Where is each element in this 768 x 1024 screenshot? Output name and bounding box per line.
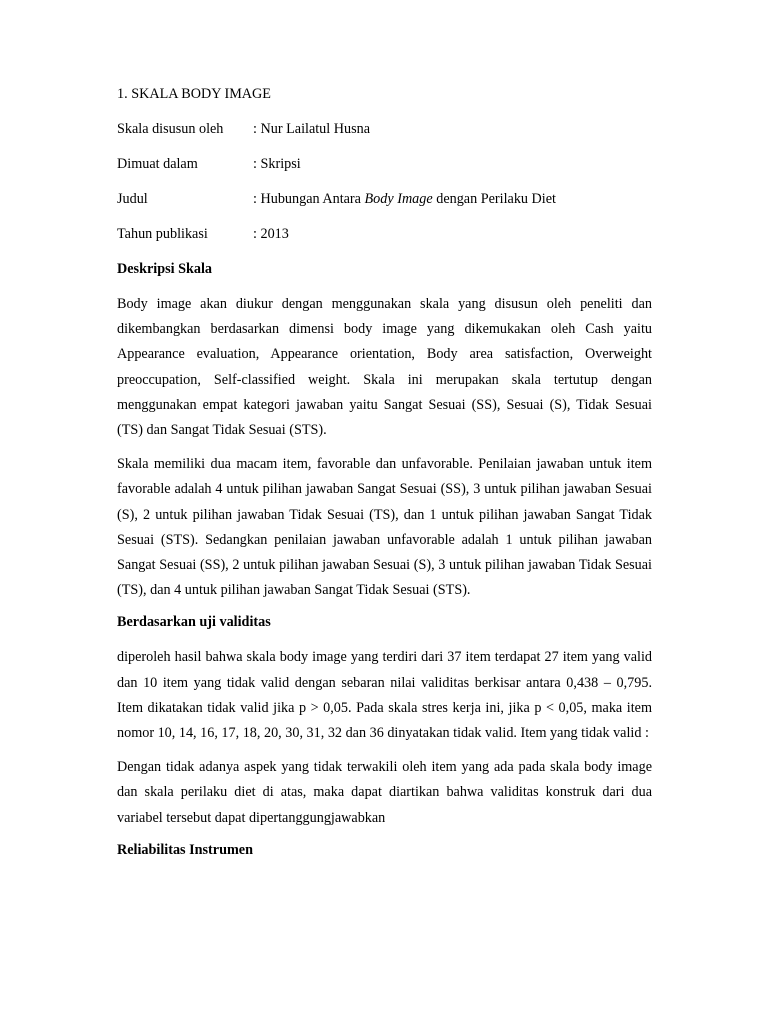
meta-value-year: : 2013 — [253, 226, 289, 242]
meta-row-year — [117, 224, 652, 244]
paragraph-validitas-1: diperoleh hasil bahwa skala body image yang terdiri dari 37 item terdapat 27 item yang valid dan 10 item yang tidak valid dengan sebaran nilai validitas berkisar antara 0,438 – 0,795. Item dikatakan tidak valid jika p > 0,05. Pada skala stres kerja ini, jika p < 0,05, maka item nomor 10, 14, 16, 17, 18, 20, 30, 31, 32 dan 36 dinyatakan tidak valid. Item yang tidak valid : — [117, 649, 652, 742]
meta-label-year: Tahun publikasi — [117, 226, 208, 242]
meta-value-author: : Nur Lailatul Husna — [253, 121, 371, 137]
meta-label-title: Judul — [117, 191, 148, 207]
meta-value-title-suffix: dengan Perilaku Diet — [432, 191, 556, 207]
paragraph-deskripsi-1: Body image akan diukur dengan menggunakan skala yang disusun oleh peneliti dan dikembangkan berdasarkan dimensi body image yang dikemukakan oleh Cash yaitu Appearance evaluation, Appearance orientation, Body area satisfaction, Overweight preoccupation, Self-classified weight. Skala ini merupakan skala tertutup dengan menggunakan empat kategori jawaban yaitu Sangat Sesuai (SS), Sesuai (S), Tidak Sesuai (TS) dan Sangat Tidak Sesuai (STS). — [117, 296, 652, 439]
section-title-validitas: Berdasarkan uji validitas — [117, 614, 271, 631]
section-title-reliabilitas: Reliabilitas Instrumen — [117, 841, 253, 858]
section-title-deskripsi: Deskripsi Skala — [117, 261, 213, 277]
meta-row-published-in — [117, 154, 652, 174]
document-heading: 1. SKALA BODY IMAGE — [117, 86, 271, 102]
meta-label-author: Skala disusun oleh — [117, 121, 224, 137]
paragraph-validitas-2: Dengan tidak adanya aspek yang tidak terwakili oleh item yang ada pada skala body image dan skala perilaku diet di atas, maka dapat diartikan bahwa validitas konstruk dari dua variabel tersebut dapat dipertanggungjawabkan — [117, 759, 652, 826]
paragraph-deskripsi-2: Skala memiliki dua macam item, favorable dan unfavorable. Penilaian jawaban untuk item favorable adalah 4 untuk pilihan jawaban Sangat Sesuai (SS), 3 untuk pilihan jawaban Sesuai (S), 2 untuk pilihan jawaban Tidak Sesuai (TS), dan 1 untuk pilihan jawaban Sangat Tidak Sesuai (STS). Sedangkan penilaian jawaban unfavorable adalah 1 untuk pilihan jawaban Sangat Sesuai (SS), 2 untuk pilihan jawaban Sesuai (S), 3 untuk pilihan jawaban Tidak Sesuai (TS), dan 4 untuk pilihan jawaban Sangat Tidak Sesuai (STS). — [117, 456, 652, 599]
meta-row-author — [117, 119, 652, 139]
meta-value-published-in: : Skripsi — [253, 156, 301, 172]
document-page — [117, 84, 652, 875]
meta-value-title-italic: Body Image — [364, 191, 433, 207]
meta-label-published-in: Dimuat dalam — [117, 156, 198, 172]
meta-value-title-prefix: : Hubungan Antara — [253, 191, 365, 207]
meta-value-title — [253, 189, 652, 209]
meta-row-title — [117, 189, 652, 209]
